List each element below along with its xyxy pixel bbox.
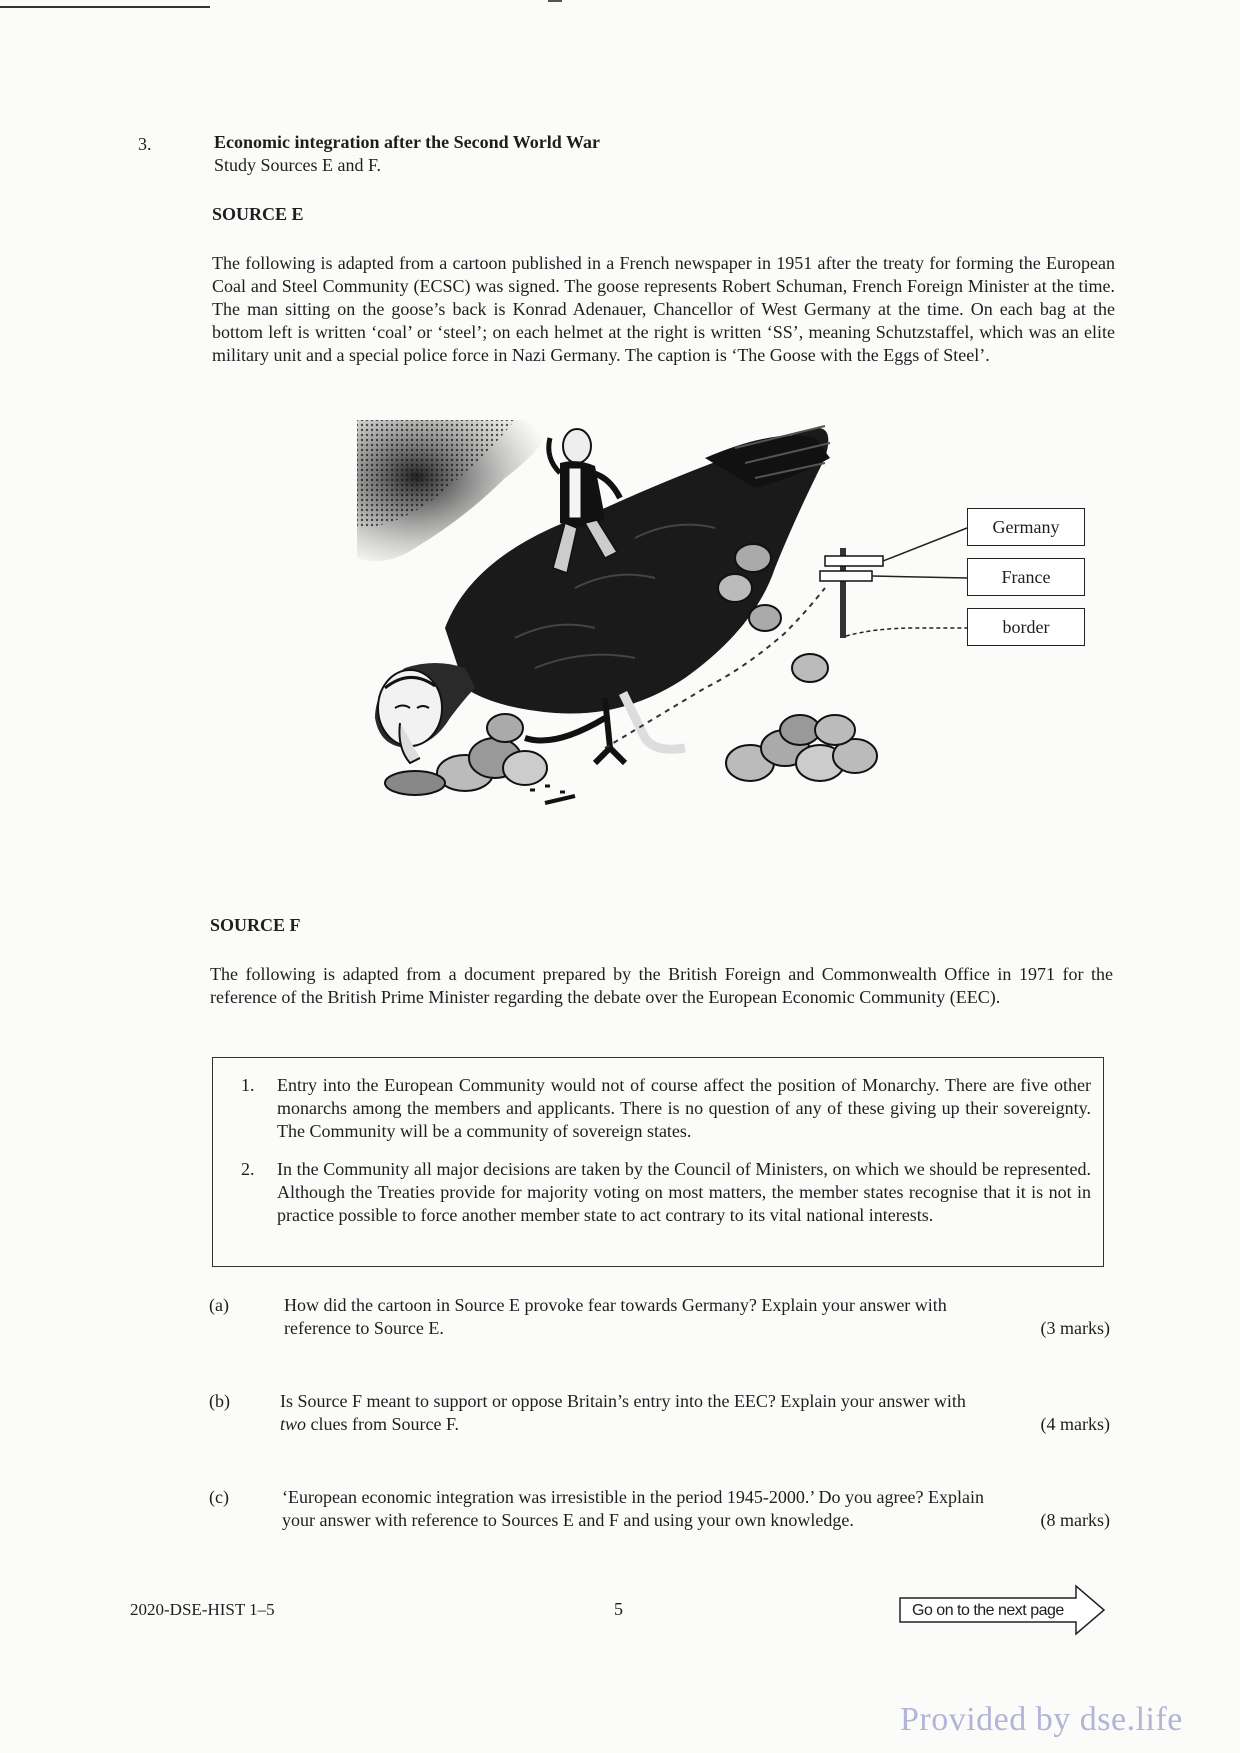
next-page-arrow	[898, 1584, 1108, 1636]
quote-item-number: 1.	[241, 1075, 255, 1095]
subquestion-letter: (c)	[209, 1487, 229, 1507]
cartoon-label-germany: Germany	[967, 508, 1085, 546]
subquestion-text-line2	[280, 1413, 1106, 1436]
question-instruction: Study Sources E and F.	[214, 155, 382, 175]
subquestion-text: ‘European economic integration was irresistible in the period 1945-2000.’ Do you agree? Explain	[282, 1487, 984, 1507]
source-f-quote-box	[212, 1057, 1104, 1267]
top-mark	[548, 0, 562, 2]
subquestion-marks: (3 marks)	[1040, 1318, 1110, 1338]
cartoon-label-border: border	[967, 608, 1085, 646]
paper-code: 2020-DSE-HIST 1–5	[130, 1600, 275, 1619]
cartoon-label-france: France	[967, 558, 1085, 596]
quote-item-text: In the Community all major decisions are taken by the Council of Ministers, on which we should be represented. Although the Treaties provide for majority voting on most matters, the member states recognise that it is not in practice possible to force another member state to act contrary to its vital national interests.	[277, 1159, 1091, 1225]
question-title: Economic integration after the Second World War	[214, 132, 600, 152]
subquestion-text: Is Source F meant to support or oppose Britain’s entry into the EEC? Explain your answer with	[280, 1391, 966, 1411]
watermark: Provided by dse.life	[900, 1701, 1183, 1738]
quote-item-text: Entry into the European Community would not of course affect the position of Monarchy. There are five other monarchs among the members and applicants. There is no question of any of these giving up their sovereignty. The Community will be a community of sovereign states.	[277, 1075, 1091, 1141]
subquestion-text-rest: clues from Source F.	[306, 1414, 460, 1434]
source-e-intro: The following is adapted from a cartoon published in a French newspaper in 1951 after the treaty for forming the European Coal and Steel Community (ECSC) was signed. The goose represents Robert Schuman, French Foreign Minister at the time. The man sitting on the goose’s back is Konrad Adenauer, Chancellor of West Germany at the time. On each bag at the bottom left is written ‘coal’ or ‘steel’; on each helmet at the right is written ‘SS’, meaning Schutzstaffel, which was an elite military unit and a special police force in Nazi Germany. The caption is ‘The Goose with the Eggs of Steel’.	[212, 253, 1115, 365]
subquestion-marks: (8 marks)	[1040, 1510, 1110, 1530]
subquestion-text: How did the cartoon in Source E provoke fear towards Germany? Explain your answer with	[284, 1295, 947, 1315]
source-e-heading: SOURCE E	[212, 204, 304, 224]
cartoon-goose-eggs-of-steel	[355, 418, 1091, 818]
quote-item-number: 2.	[241, 1159, 255, 1179]
subquestion-letter: (b)	[209, 1391, 230, 1411]
subquestion-text-line2: your answer with reference to Sources E and F and using your own knowledge.	[282, 1510, 854, 1530]
page-number: 5	[614, 1599, 623, 1619]
emphasis-two: two	[280, 1414, 307, 1434]
top-rule	[0, 6, 210, 8]
subquestion-marks: (4 marks)	[1040, 1414, 1110, 1434]
source-f-intro: The following is adapted from a document prepared by the British Foreign and Commonwealth Office in 1971 for the reference of the British Prime Minister regarding the debate over the European Economic Community (EEC).	[210, 964, 1113, 1007]
question-number: 3.	[138, 134, 152, 154]
subquestion-text-line2: reference to Source E.	[284, 1318, 444, 1338]
subquestion-letter: (a)	[209, 1295, 229, 1315]
next-page-text: Go on to the next page	[912, 1602, 1064, 1619]
source-f-heading: SOURCE F	[210, 915, 301, 935]
